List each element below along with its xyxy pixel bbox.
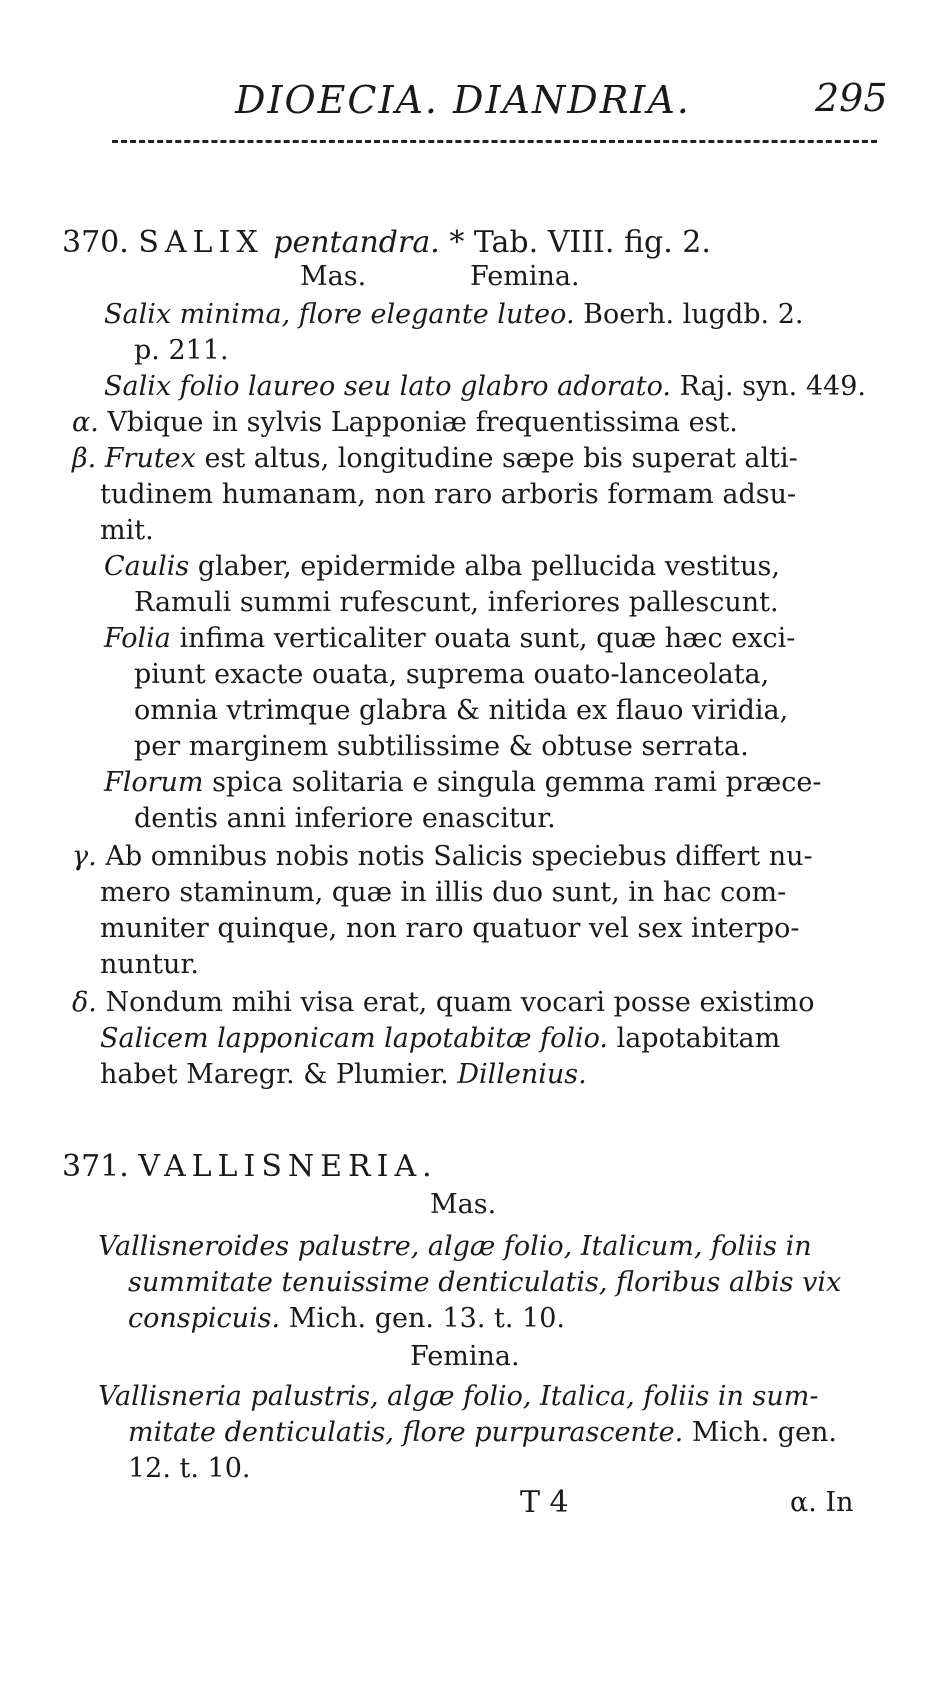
- greek-marker: δ.: [72, 987, 97, 1018]
- paragraph-line: dentis anni inferiore enascitur.: [134, 803, 556, 834]
- synonym-line: Vallisneria palustris, algæ folio, Italica, foliis in sum-: [98, 1381, 819, 1412]
- genus-name: VALLISNERIA.: [138, 1149, 438, 1184]
- paragraph-line: tudinem humanam, non raro arboris formam adsu-: [100, 479, 797, 510]
- paragraph-line: omnia vtrimque glabra & nitida ex flauo viridia,: [134, 695, 789, 726]
- species-epithet: pentandra.: [273, 225, 440, 260]
- signature-mark: T 4: [520, 1485, 569, 1520]
- paragraph-line: Salicem lapponicam lapotabitæ folio. lapotabitam: [100, 1023, 781, 1054]
- sex-femina: Femina.: [410, 1341, 520, 1372]
- entry-number: 371.: [62, 1149, 129, 1184]
- paragraph-line: nuntur.: [100, 949, 199, 980]
- paragraph-line: Ramuli summi rufescunt, inferiores pallescunt.: [134, 587, 779, 618]
- paragraph-beta: β. Frutex est altus, longitudine sæpe bis superat alti-: [72, 443, 798, 474]
- greek-marker: γ.: [72, 841, 97, 872]
- synonym-line: Salix minima, flore elegante luteo. Boerh. lugdb. 2.: [104, 299, 804, 330]
- paragraph-line: habet Maregr. & Plumier. Dillenius.: [100, 1059, 587, 1090]
- sex-mas: Mas.: [430, 1189, 497, 1220]
- synonym-line: conspicuis. Mich. gen. 13. t. 10.: [128, 1303, 565, 1334]
- running-head: DIOECIA. DIANDRIA.: [235, 78, 691, 122]
- synonym-line: Vallisneroides palustre, algæ folio, Italicum, foliis in: [98, 1231, 812, 1262]
- header-rule: [112, 140, 877, 143]
- catchword: α. In: [790, 1487, 854, 1518]
- paragraph-line: piunt exacte ouata, suprema ouato-lanceolata,: [134, 659, 770, 690]
- paragraph-alpha: α. Vbique in sylvis Lapponiæ frequentissima est.: [72, 407, 738, 438]
- synonym-line: Salix folio laureo seu lato glabro adorato. Raj. syn. 449.: [104, 371, 866, 402]
- plate-reference: * Tab. VIII. fig. 2.: [449, 225, 711, 260]
- greek-marker: α.: [72, 407, 99, 438]
- paragraph-caulis: Caulis glaber, epidermide alba pellucida vestitus,: [104, 551, 780, 582]
- paragraph-florum: Florum spica solitaria e singula gemma rami præce-: [104, 767, 822, 798]
- synonym-line: 12. t. 10.: [128, 1453, 251, 1484]
- sex-femina: Femina.: [470, 261, 580, 292]
- entry-371-heading: [62, 1150, 438, 1183]
- paragraph-folia: Folia infima verticaliter ouata sunt, quæ hæc exci-: [104, 623, 796, 654]
- paragraph-line: mit.: [100, 515, 154, 546]
- sex-mas: Mas.: [300, 261, 367, 292]
- paragraph-line: per marginem subtilissime & obtuse serrata.: [134, 731, 749, 762]
- paragraph-gamma: γ. Ab omnibus nobis notis Salicis speciebus differt nu-: [72, 841, 813, 872]
- genus-name: SALIX: [138, 225, 264, 260]
- paragraph-delta: δ. Nondum mihi visa erat, quam vocari posse existimo: [72, 987, 815, 1018]
- synonym-line: summitate tenuissime denticulatis, floribus albis vix: [128, 1267, 842, 1298]
- synonym-line: mitate denticulatis, flore purpurascente. Mich. gen.: [128, 1417, 838, 1448]
- paragraph-line: muniter quinque, non raro quatuor vel sex interpo-: [100, 913, 800, 944]
- entry-number: 370.: [62, 225, 129, 260]
- synonym-cont: p. 211.: [134, 335, 229, 366]
- greek-marker: β.: [72, 443, 97, 474]
- entry-370-heading: [62, 226, 711, 259]
- page-number: 295: [815, 76, 888, 120]
- paragraph-line: mero staminum, quæ in illis duo sunt, in hac com-: [100, 877, 787, 908]
